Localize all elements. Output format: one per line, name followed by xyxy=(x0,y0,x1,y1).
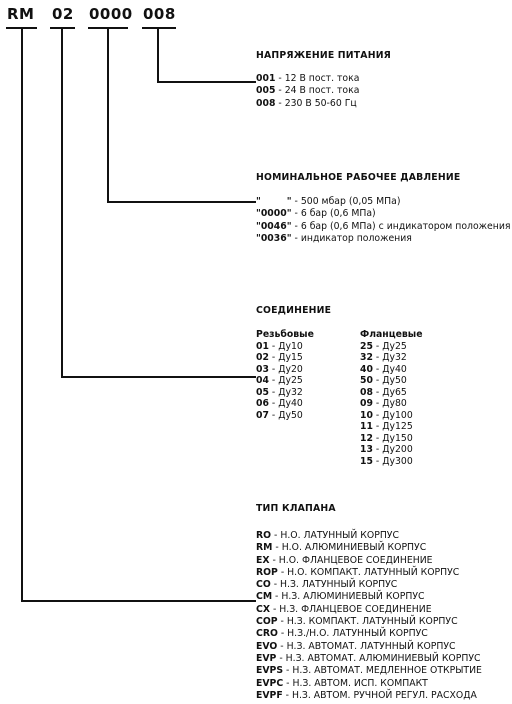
list-item: EX - Н.О. ФЛАНЦЕВОЕ СОЕДИНЕНИЕ xyxy=(256,554,433,566)
connection-title: СОЕДИНЕНИЕ xyxy=(256,305,332,316)
list-item: "0036" - индикатор положения xyxy=(256,232,412,244)
threaded-heading: Резьбовые xyxy=(256,329,314,340)
list-item: EVPC - Н.З. АВТОМ. ИСП. КОМПАКТ xyxy=(256,677,428,689)
list-item: 10 - Ду100 xyxy=(360,409,413,421)
code-pressure: 0000 xyxy=(89,5,133,23)
list-item: 15 - Ду300 xyxy=(360,455,413,467)
list-item: 12 - Ду150 xyxy=(360,432,413,444)
connector-valve-type xyxy=(22,28,256,601)
list-item: CRO - Н.З./Н.О. ЛАТУННЫЙ КОРПУС xyxy=(256,628,428,640)
list-item: 50 - Ду50 xyxy=(360,375,407,386)
list-item: 11 - Ду125 xyxy=(360,421,413,432)
list-item: 25 - Ду25 xyxy=(360,340,407,352)
voltage-title: НАПРЯЖЕНИЕ ПИТАНИЯ xyxy=(256,50,392,61)
list-item: CO - Н.З. ЛАТУННЫЙ КОРПУС xyxy=(256,579,398,591)
list-item: 32 - Ду32 xyxy=(360,352,407,363)
flanged-column xyxy=(360,329,423,467)
list-item: 008 - 230 В 50-60 Гц xyxy=(256,97,357,109)
list-item: EVO - Н.З. АВТОМАТ. ЛАТУННЫЙ КОРПУС xyxy=(256,640,456,652)
list-item: 01 - Ду10 xyxy=(256,340,303,352)
list-item: 005 - 24 В пост. тока xyxy=(256,85,360,97)
list-item: 06 - Ду40 xyxy=(256,398,303,409)
list-item: EVPS - Н.З. АВТОМАТ. МЕДЛЕННОЕ ОТКРЫТИЕ xyxy=(256,665,482,677)
list-item: 001 - 12 В пост. тока xyxy=(256,73,360,84)
list-item: 08 - Ду65 xyxy=(360,386,407,398)
list-item: "0000" - 6 бар (0,6 МПа) xyxy=(256,208,376,220)
voltage-list xyxy=(256,73,359,110)
list-item: 13 - Ду200 xyxy=(360,444,413,455)
list-item: 07 - Ду50 xyxy=(256,409,303,421)
code-connection: 02 xyxy=(52,5,74,23)
list-item: RM - Н.О. АЛЮМИНИЕВЫЙ КОРПУС xyxy=(256,542,427,554)
flanged-heading: Фланцевые xyxy=(360,329,423,340)
valve-type-list xyxy=(256,530,482,702)
connector-voltage xyxy=(158,28,256,82)
list-item: 40 - Ду40 xyxy=(360,363,407,375)
code-valve-type: RM xyxy=(7,5,35,23)
list-item: " " - 500 мбар (0,05 МПа) xyxy=(256,196,401,207)
list-item: RO - Н.О. ЛАТУННЫЙ КОРПУС xyxy=(256,530,399,541)
code-voltage: 008 xyxy=(143,5,176,23)
list-item: 03 - Ду20 xyxy=(256,363,303,375)
list-item: 05 - Ду32 xyxy=(256,386,303,398)
list-item: 09 - Ду80 xyxy=(360,398,407,409)
list-item: CX - Н.З. ФЛАНЦЕВОЕ СОЕДИНЕНИЕ xyxy=(256,603,432,615)
threaded-column xyxy=(256,329,314,421)
list-item: ROP - Н.О. КОМПАКТ. ЛАТУННЫЙ КОРПУС xyxy=(256,566,460,578)
list-item: EVPF - Н.З. АВТОМ. РУЧНОЙ РЕГУЛ. РАСХОДА xyxy=(256,689,477,701)
list-item: 04 - Ду25 xyxy=(256,375,303,386)
list-item: CM - Н.З. АЛЮМИНИЕВЫЙ КОРПУС xyxy=(256,591,425,603)
pressure-title: НОМИНАЛЬНОЕ РАБОЧЕЕ ДАВЛЕНИЕ xyxy=(256,172,461,183)
pressure-list xyxy=(256,196,510,245)
list-item: COP - Н.З. КОМПАКТ. ЛАТУННЫЙ КОРПУС xyxy=(256,616,458,628)
connector-pressure xyxy=(108,28,256,202)
valve-type-title: ТИП КЛАПАНА xyxy=(256,503,336,514)
list-item: EVP - Н.З. АВТОМАТ. АЛЮМИНИЕВЫЙ КОРПУС xyxy=(256,652,481,664)
list-item: "0046" - 6 бар (0,6 МПа) с индикатором положения xyxy=(256,220,511,232)
list-item: 02 - Ду15 xyxy=(256,352,303,363)
